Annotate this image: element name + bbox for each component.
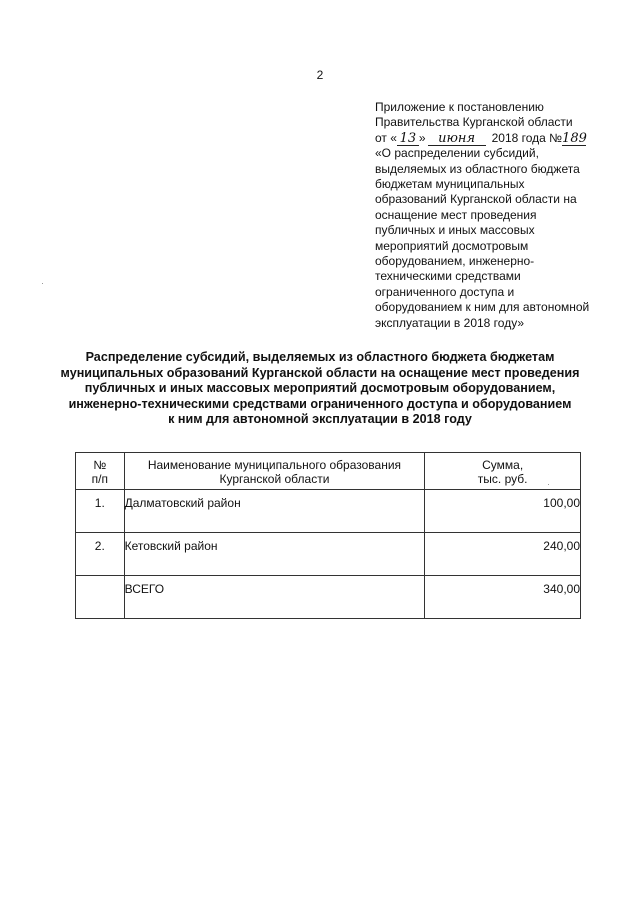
appendix-line: выделяемых из областного бюджета: [375, 161, 580, 176]
row-sum: 240,00: [425, 533, 581, 576]
appendix-line: бюджетам муниципальных: [375, 177, 525, 192]
appendix-block: [375, 100, 625, 331]
title-line: муниципальных образований Курганской области на оснащение мест проведения: [60, 365, 580, 380]
table-row-total: [76, 576, 581, 619]
appendix-line: оснащение мест проведения: [375, 207, 537, 222]
row-num: 1.: [76, 490, 125, 533]
header-text: тыс. руб.: [477, 472, 528, 486]
date-mid: »: [418, 130, 426, 145]
row-sum: 340,00: [425, 576, 581, 619]
handwritten-number: 189: [562, 130, 587, 146]
table-header-row: [76, 453, 581, 490]
appendix-line: оборудованием к ним для автономной: [375, 300, 590, 315]
appendix-line: оборудованием, инженерно-: [375, 254, 535, 269]
document-title: [30, 350, 610, 428]
subsidies-table: [75, 452, 581, 619]
header-name: [124, 453, 425, 490]
appendix-line: техническими средствами: [375, 269, 521, 284]
appendix-date-line: [375, 131, 625, 146]
appendix-line: «О распределении субсидий,: [375, 146, 539, 161]
header-text: п/п: [91, 472, 108, 486]
handwritten-month: июня: [428, 132, 486, 146]
row-name: Далматовский район: [124, 490, 425, 533]
appendix-line: мероприятий досмотровым: [375, 238, 529, 253]
handwritten-day: 13: [397, 132, 419, 146]
appendix-line: Правительства Курганской области: [375, 115, 573, 130]
title-line: публичных и иных массовых мероприятий досмотровым оборудованием,: [84, 381, 556, 396]
title-line: инженерно-техническими средствами ограниченного доступа и оборудованием: [68, 396, 572, 411]
row-num: [76, 576, 125, 619]
appendix-line: Приложение к постановлению: [375, 100, 544, 114]
page-number: 2: [316, 68, 324, 82]
scan-speck: [42, 283, 43, 284]
appendix-line: публичных и иных массовых: [375, 223, 535, 238]
title-line: к ним для автономной эксплуатации в 2018 году: [168, 412, 472, 427]
appendix-line: ограниченного доступа и: [375, 284, 515, 299]
header-num: [76, 453, 125, 490]
row-num: 2.: [76, 533, 125, 576]
row-name: Кетовский район: [124, 533, 425, 576]
appendix-line: эксплуатации в 2018 году»: [375, 315, 525, 330]
header-text: Наименование муниципального образования: [147, 458, 402, 472]
row-name: ВСЕГО: [124, 576, 425, 619]
row-sum: 100,00: [425, 490, 581, 533]
header-text: №: [93, 458, 107, 472]
year-text: 2018 года №: [491, 130, 563, 145]
date-prefix: от «: [375, 130, 397, 145]
header-sum: [425, 453, 581, 490]
table-row: [76, 490, 581, 533]
table-row: [76, 533, 581, 576]
header-text: Сумма,: [482, 458, 524, 472]
appendix-line: образований Курганской области на: [375, 192, 577, 207]
header-text: Курганской области: [219, 472, 330, 486]
title-line: Распределение субсидий, выделяемых из областного бюджета бюджетам: [85, 350, 555, 364]
